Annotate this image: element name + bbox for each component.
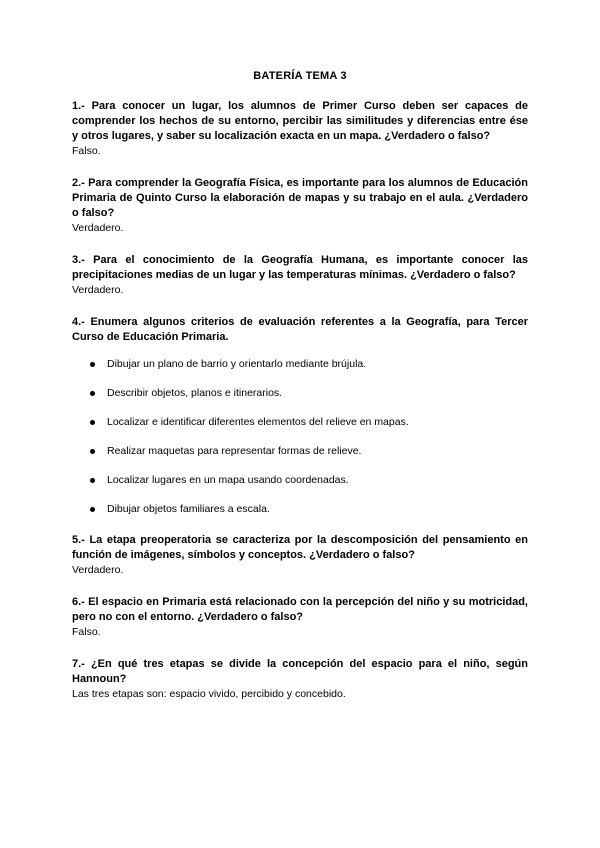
question-block-5 — [72, 533, 528, 578]
list-item — [90, 386, 528, 401]
bullet-icon — [90, 362, 95, 367]
answer-text: Falso. — [72, 626, 101, 638]
criteria-list — [72, 357, 528, 517]
bullet-icon — [90, 507, 95, 512]
answer-text: Verdadero. — [72, 284, 124, 296]
question-block-2 — [72, 176, 528, 236]
list-item-text: Describir objetos, planos e itinerarios. — [107, 387, 283, 399]
list-item — [90, 415, 528, 430]
list-item-text: Dibujar un plano de barrio y orientarlo mediante brújula. — [107, 358, 367, 370]
document-title: BATERÍA TEMA 3 — [253, 70, 347, 82]
answer-text: Verdadero. — [72, 564, 124, 576]
bullet-icon — [90, 420, 95, 425]
list-item — [90, 473, 528, 488]
list-item — [90, 502, 528, 517]
question-text: 6.- El espacio en Primaria está relacionado con la percepción del niño y su motricidad, pero no con el entorno. ¿Verdadero o falso? — [72, 596, 528, 623]
question-text: 1.- Para conocer un lugar, los alumnos de Primer Curso deben ser capaces de comprender los hechos de su entorno, percibir las similitudes y diferencias entre ése y otros lugares, y saber su localización exacta en un mapa. ¿Verdadero o falso? — [72, 100, 528, 142]
question-text: 5.- La etapa preoperatoria se caracteriza por la descomposición del pensamiento en función de imágenes, símbolos y conceptos. ¿Verdadero o falso? — [72, 534, 528, 561]
question-block-7 — [72, 657, 528, 702]
answer-text: Falso. — [72, 145, 101, 157]
list-item — [90, 444, 528, 459]
question-block-4 — [72, 315, 528, 517]
list-item — [90, 357, 528, 372]
list-item-text: Localizar e identificar diferentes elementos del relieve en mapas. — [107, 416, 409, 428]
question-block-6 — [72, 595, 528, 640]
list-item-text: Localizar lugares en un mapa usando coordenadas. — [107, 474, 349, 486]
question-text: 4.- Enumera algunos criterios de evaluación referentes a la Geografía, para Tercer Curso de Educación Primaria. — [72, 316, 528, 343]
question-text: 2.- Para comprender la Geografía Física, es importante para los alumnos de Educación Primaria de Quinto Curso la elaboración de mapas y su trabajo en el aula. ¿Verdadero o falso? — [72, 177, 528, 219]
answer-text: Verdadero. — [72, 222, 124, 234]
bullet-icon — [90, 449, 95, 454]
bullet-icon — [90, 391, 95, 396]
list-item-text: Realizar maquetas para representar formas de relieve. — [107, 445, 362, 457]
document-page — [72, 70, 528, 719]
question-block-3 — [72, 253, 528, 298]
question-text: 3.- Para el conocimiento de la Geografía Humana, es importante conocer las precipitaciones medias de un lugar y las temperaturas mínimas. ¿Verdadero o falso? — [72, 254, 528, 281]
question-text: 7.- ¿En qué tres etapas se divide la concepción del espacio para el niño, según Hannoun? — [72, 658, 528, 685]
answer-text: Las tres etapas son: espacio vivido, percibido y concebido. — [72, 688, 346, 700]
bullet-icon — [90, 478, 95, 483]
question-block-1 — [72, 99, 528, 159]
list-item-text: Dibujar objetos familiares a escala. — [107, 503, 270, 515]
